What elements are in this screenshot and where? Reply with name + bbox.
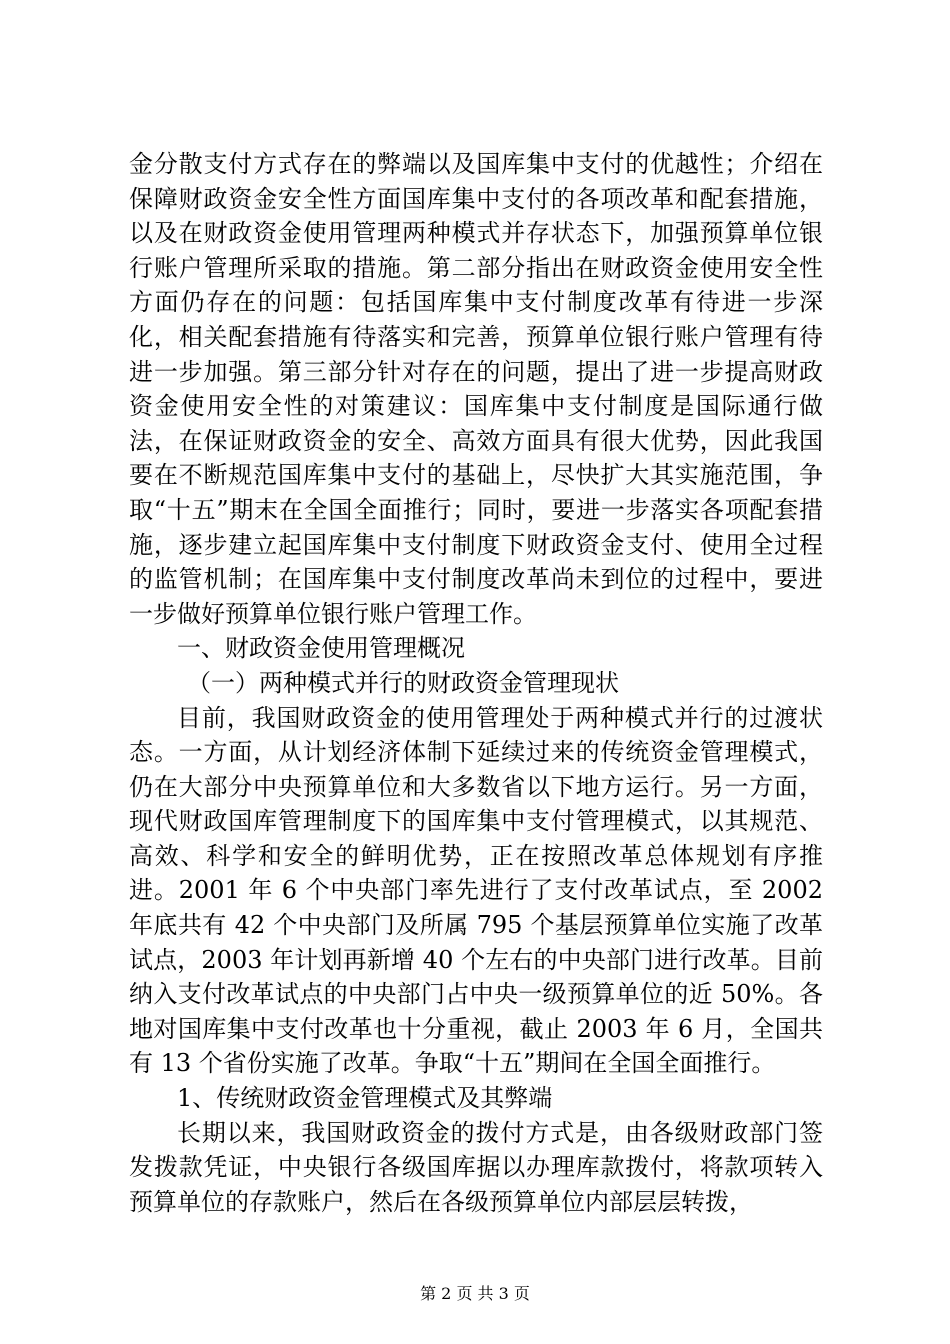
sub-subsection-heading: 1、传统财政资金管理模式及其弊端	[177, 1084, 553, 1113]
document-body	[129, 147, 823, 1219]
paragraph-current-status: 目前，我国财政资金的使用管理处于两种模式并行的过渡状态。一方面，从计划经济体制下延续过来的传统资金管理模式，仍在大部分中央预算单位和大多数省以下地方运行。另一方面，现代财政国库管理制度下的国库集中支付管理模式，以其规范、高效、科学和安全的鲜明优势，正在按照改革总体规划有序推进。2001 年 6 个中央部门率先进行了支付改革试点，至 2002 年底共有 42 个中央部门及所属 795 个基层预算单位实施了改革试点，2003 年计划再新增 40 个左右的中央部门进行改革。目前纳入支付改革试点的中央部门占中央一级预算单位的近 50%。各地对国库集中支付改革也十分重视，截止 2003 年 6 月，全国共有 13 个省份实施了改革。争取“十五”期间在全国全面推行。	[129, 703, 823, 1078]
paragraph-traditional-mode: 长期以来，我国财政资金的拨付方式是，由各级财政部门签发拨款凭证，中央银行各级国库据以办理库款拨付，将款项转入预算单位的存款账户，然后在各级预算单位内部层层转拨，	[129, 1118, 823, 1216]
page-number-footer: 第 2 页 共 3 页	[420, 1284, 530, 1303]
section-heading: 一、财政资金使用管理概况	[177, 634, 465, 663]
paragraph-summary: 金分散支付方式存在的弊端以及国库集中支付的优越性；介绍在保障财政资金安全性方面国库集中支付的各项改革和配套措施，以及在财政资金使用管理两种模式并存状态下，加强预算单位银行账户管理所采取的措施。第二部分指出在财政资金使用安全性方面仍存在的问题：包括国库集中支付制度改革有待进一步深化，相关配套措施有待落实和完善，预算单位银行账户管理有待进一步加强。第三部分针对存在的问题，提出了进一步提高财政资金使用安全性的对策建议：国库集中支付制度是国际通行做法，在保证财政资金的安全、高效方面具有很大优势，因此我国要在不断规范国库集中支付的基础上，尽快扩大其实施范围，争取“十五”期末在全国全面推行；同时，要进一步落实各项配套措施，逐步建立起国库集中支付制度下财政资金支付、使用全过程的监管机制；在国库集中支付制度改革尚未到位的过程中，要进一步做好预算单位银行账户管理工作。	[129, 150, 823, 628]
subsection-heading: （一）两种模式并行的财政资金管理现状	[187, 668, 619, 697]
